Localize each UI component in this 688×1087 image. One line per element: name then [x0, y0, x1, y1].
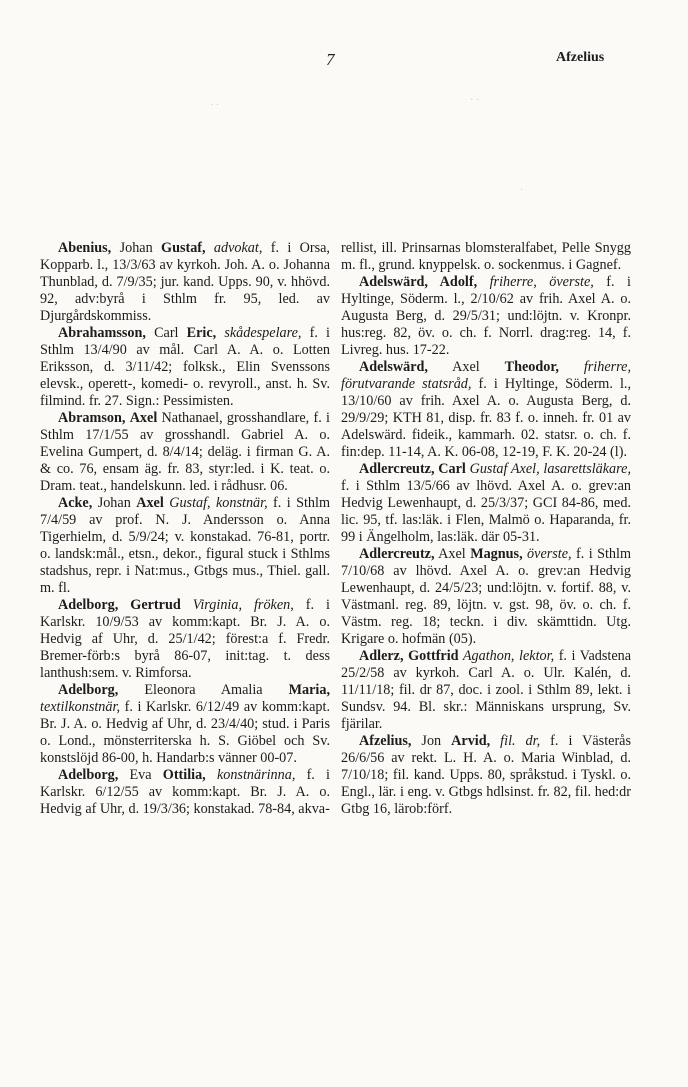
entry-adelsward-theodor: Adelswärd, Axel Theodor, friherre, förutvarande statsråd, f. i Hyltinge, Söderm. l., 13/10/60 av frih. Axel A. o. Augusta Berg, d. 29/9/29; KTH 81, disp. fr. 83 f. o. inneh. fr. 01 av Adelswärd. fideik., kammarh. 02. statsr. o. ch. f. fin:dep. 11-14, A. K. 06-08, 12-19, F. K. 20-24 (l). — [341, 359, 632, 460]
entry-adelborg-ottilia: Adelborg, Eva Ottilia, konstnärinna, f. i Karlskr. 6/12/55 av komm:kapt. Br. J. A. o. Hedvig af Uhr, d. 19/3/36; konstakad. 78-84, akva- — [40, 767, 331, 817]
scan-speckle: · — [520, 185, 524, 196]
right-column — [341, 240, 631, 818]
entry-adlercreutz-carl: Adlercreutz, Carl Gustaf Axel, lasarettsläkare, f. i Sthlm 13/5/66 av lhövd. Axel A. o. grev:an Hedvig Lewenhaupt, d. 25/3/37; GCI 84-86, med. lic. 95, tf. las:läk. i Flen, Malmö o. Haparanda, fr. 99 i Ängelholm, las:läk. där 05-31. — [341, 461, 631, 545]
scan-speckle: · · — [210, 100, 220, 111]
entry-adelsward-adolf: Adelswärd, Adolf, friherre, överste, f. i Hyltinge, Söderm. l., 2/10/62 av frih. Axel A. o. Augusta Berg, d. 29/5/31; und:löjtn. v. Kronpr. hus:reg. 82, öv. o. ch. f. Norrl. drag:reg. 14, f. Livreg. hus. 17-22. — [341, 274, 631, 358]
left-column — [40, 240, 330, 818]
entry-adlercreutz-magnus: Adlercreutz, Axel Magnus, överste, f. i Sthlm 7/10/68 av lhövd. Axel A. o. grev:an Hedvig Lewenhaupt, d. 24/5/23; und:löjtn. v. fortif. 88, v. Västmanl. reg. 89, löjtn. v. gst. 98, öv. o. ch. f. Västm. reg. 18; teckn. i div. skämttidn. Utg. Krigare o. hofmän (05). — [341, 546, 631, 647]
entry-afzelius: Afzelius, Jon Arvid, fil. dr, f. i Västerås 26/6/56 av rekt. L. H. A. o. Maria Winblad, d. 7/10/18; fil. kand. Upps. 80, språkstud. i Tyskl. o. Engl., lär. i eng. v. Gtbgs hdlsinst. fr. 82, fil. hed:dr Gtbg 16, lärob:förf. — [341, 733, 631, 817]
entry-abramson: Abramson, Axel Nathanael, grosshandlare, f. i Sthlm 17/1/55 av grosshandl. Gabriel A. o. Evelina Gumpert, d. 8/4/14; deläg. i firman G. A. & co. 76, ensam äg. fr. 83, styr:led. i K. teat. o. Dram. teat., handelskunn. led. i rådhusr. 06. — [40, 410, 330, 494]
entry-adlerz: Adlerz, Gottfrid Agathon, lektor, f. i Vadstena 25/2/58 av kyrkoh. Carl A. o. Ulr. Kalén, d. 11/11/18; fil. dr 87, doc. i zool. i Sthlm 89, lekt. i Sundsv. 94. Bl. skr.: Människans ursprung, Sv. fjärilar. — [341, 648, 632, 732]
entry-abrahamsson: Abrahamsson, Carl Eric, skådespelare, f. i Sthlm 13/4/90 av mål. Carl A. A. o. Lotten Eriksson, d. 3/11/42; folksk., Elin Svenssons elevsk., operett-, komedi- o. revyroll., anst. h. Sv. filmind. fr. 27. Sign.: Pessimisten. — [40, 325, 330, 409]
entry-abenius: Abenius, Johan Gustaf, advokat, f. i Orsa, Kopparb. l., 13/3/63 av kyrkoh. Joh. A. o. Johanna Thunblad, d. 7/9/35; jur. kand. Upps. 90, v. hhövd. 92, adv:byrå i Sthlm fr. 95, led. av Djurgårdskommiss. — [40, 240, 330, 324]
entry-acke: Acke, Johan Axel Gustaf, konstnär, f. i Sthlm 7/4/59 av prof. N. J. Andersson o. Anna Tigerhielm, d. 5/9/24; v. konstakad. 76-81, portr. o. landsk:mål., etsn., dekor., figural stuck i Sthlms stadshus, repr. i Nat:mus., Gtbgs mus., Thiel. gall. m. fl. — [40, 495, 330, 596]
entry-adelborg-gertrud: Adelborg, Gertrud Virginia, fröken, f. i Karlskr. 10/9/53 av komm:kapt. Br. J. A. o. Hedvig af Uhr, d. 25/1/42; förest:a f. Fredr. Bremer-förb:s byrå 86-07, init:tag. t. dess lanthush:sem. v. Rimforsa. — [40, 597, 330, 681]
entry-continuation: rellist, ill. Prinsarnas blomsteralfabet, Pelle Snygg m. fl., grund. knyppelsk. o. sockenmus. i Gagnef. — [341, 240, 631, 273]
running-head: Afzelius — [556, 50, 605, 65]
scan-speckle: · · — [470, 95, 480, 106]
entry-adelborg-maria: Adelborg, Eleonora Amalia Maria, textilkonstnär, f. i Karlskr. 6/12/49 av komm:kapt. Br. J. A. o. Hedvig af Uhr, d. 23/4/40; stud. i Paris o. Lond., mönsterriterska h. S. Giöbel och Sv. konstslöjd 86-00, h. Handarb:s vänner 00-07. — [40, 682, 330, 766]
page-number: 7 — [326, 50, 335, 69]
